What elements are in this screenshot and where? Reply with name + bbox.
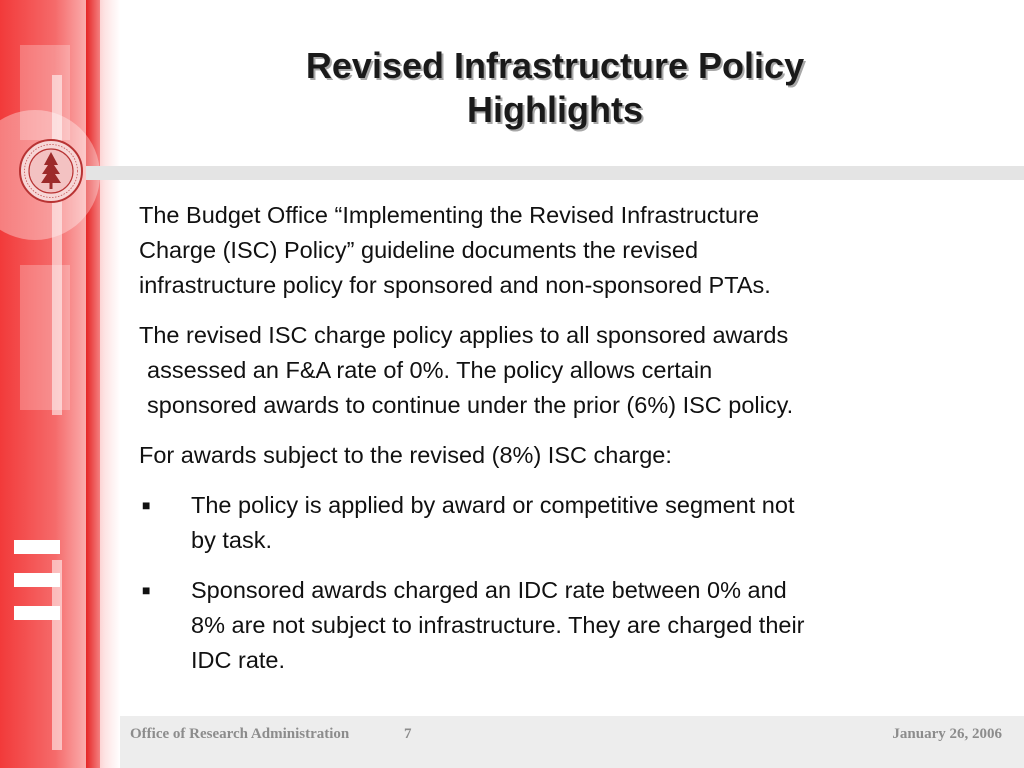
text-line: The policy is applied by award or competitive segment not (191, 492, 795, 518)
text-line: The Budget Office “Implementing the Revised Infrastructure (139, 202, 760, 228)
decorative-stripe (14, 573, 60, 587)
text-line: Sponsored awards charged an IDC rate between 0% and (191, 577, 787, 603)
text-line: assessed an F&A rate of 0%. The policy allows certain (147, 357, 713, 383)
bullet-square-icon: ■ (142, 497, 151, 513)
decorative-stripe (14, 606, 60, 620)
footer-organization: Office of Research Administration (130, 726, 350, 742)
body-paragraph (139, 438, 939, 473)
slide-body (139, 198, 939, 693)
decorative-bar (20, 265, 70, 410)
list-item (139, 488, 939, 558)
bullet-square-icon: ■ (142, 582, 151, 598)
list-item (139, 573, 939, 678)
slide-title (120, 44, 990, 132)
university-seal-icon (18, 138, 84, 204)
slide-title-line: Revised Infrastructure Policy (305, 45, 805, 86)
footer-page-number: 7 (404, 726, 412, 742)
decorative-strip (86, 0, 100, 768)
header-divider-bar (86, 166, 1024, 180)
decorative-line (52, 560, 62, 750)
text-line: IDC rate. (191, 647, 286, 673)
slide-footer (120, 716, 1024, 768)
text-line: sponsored awards to continue under the prior (6%) ISC policy. (147, 392, 794, 418)
text-line: infrastructure policy for sponsored and non-sponsored PTAs. (139, 272, 771, 298)
body-paragraph (139, 318, 939, 423)
text-line: 8% are not subject to infrastructure. They are charged their (191, 612, 805, 638)
text-line: Charge (ISC) Policy” guideline documents the revised (139, 237, 699, 263)
text-line: For awards subject to the revised (8%) ISC charge: (139, 442, 672, 468)
body-paragraph (139, 198, 939, 303)
decorative-stripe (14, 540, 60, 554)
text-line: by task. (191, 527, 272, 553)
footer-date: January 26, 2006 (892, 726, 1002, 742)
text-line: The revised ISC charge policy applies to all sponsored awards (139, 322, 789, 348)
bullet-list (139, 488, 939, 678)
slide-title-line: Highlights (467, 89, 643, 130)
